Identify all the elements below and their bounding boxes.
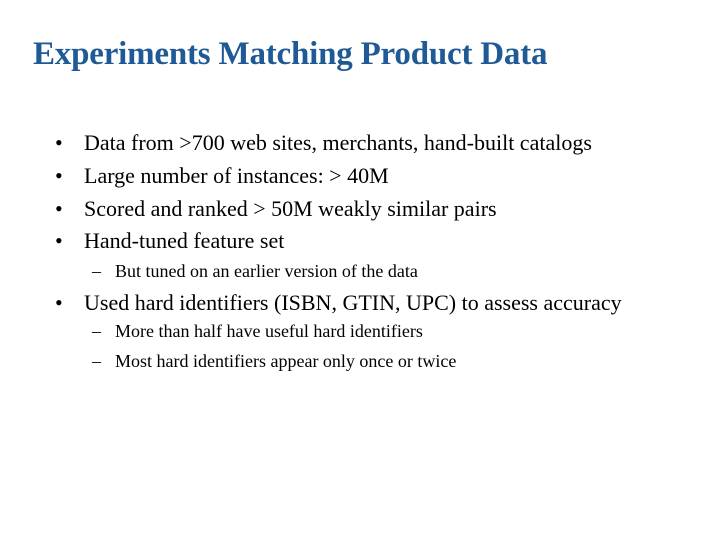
bullet-marker: • <box>55 228 63 253</box>
bullet-text: Large number of instances: > 40M <box>84 163 389 188</box>
sub-bullet-marker: – <box>92 351 101 371</box>
bullet-marker: • <box>55 130 63 155</box>
bullet-text: Used hard identifiers (ISBN, GTIN, UPC) to assess accuracy <box>84 290 622 315</box>
slide-title: Experiments Matching Product Data <box>33 36 548 72</box>
bullet-marker: • <box>55 163 63 188</box>
sub-bullet-text: More than half have useful hard identifiers <box>115 321 423 341</box>
bullet-marker: • <box>55 196 63 221</box>
bullet-text: Data from >700 web sites, merchants, hand-built catalogs <box>84 130 592 155</box>
bullet-marker: • <box>55 290 63 315</box>
sub-bullet-text: But tuned on an earlier version of the data <box>115 261 418 281</box>
sub-bullet-text: Most hard identifiers appear only once or twice <box>115 351 457 371</box>
bullet-text: Scored and ranked > 50M weakly similar pairs <box>84 196 497 221</box>
sub-bullet-marker: – <box>92 261 101 281</box>
sub-bullet-marker: – <box>92 321 101 341</box>
bullet-text: Hand-tuned feature set <box>84 228 285 253</box>
